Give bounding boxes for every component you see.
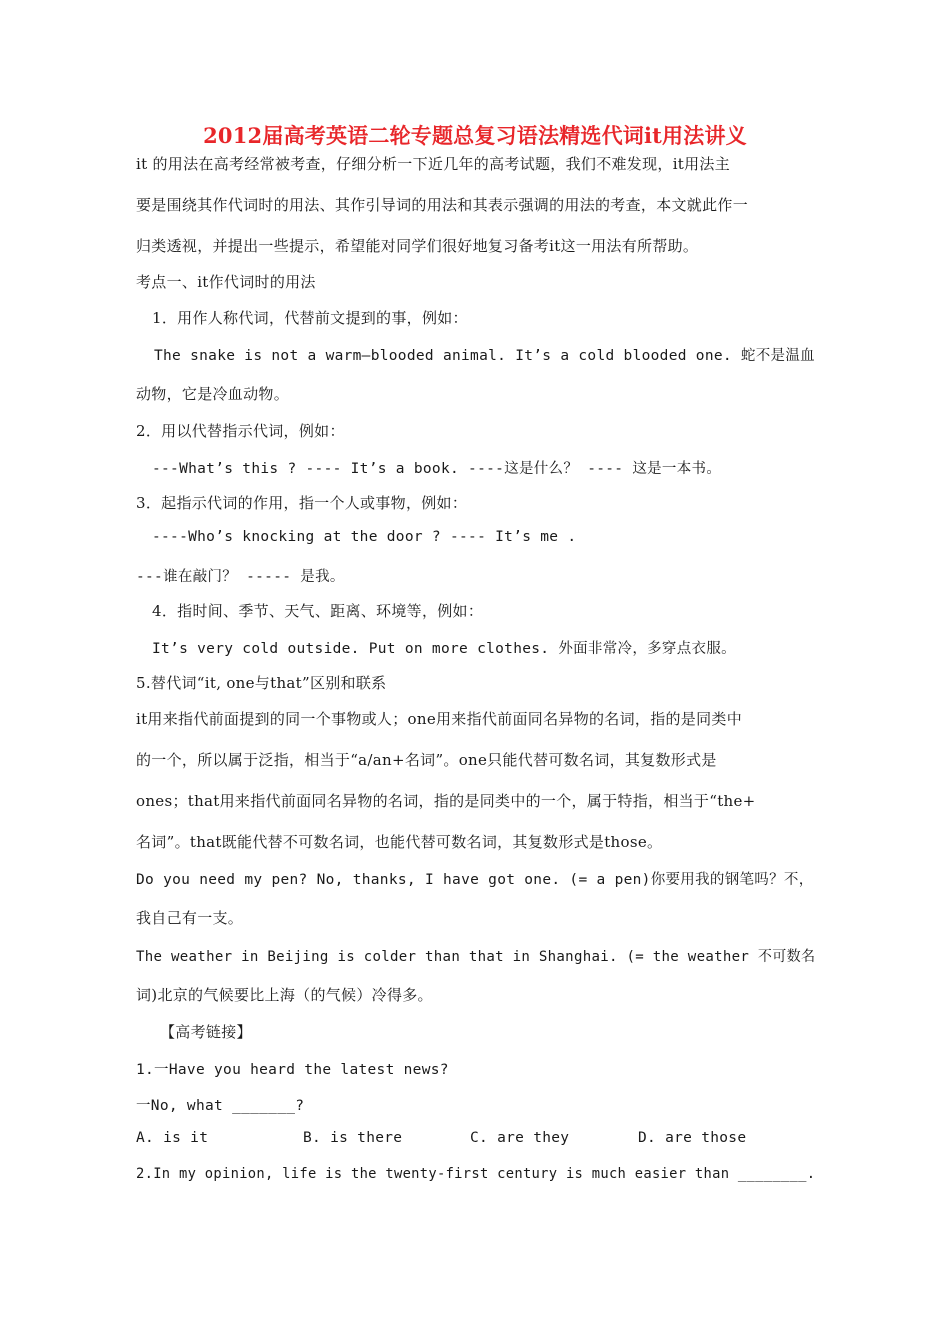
point-3: 3．起指示代词的作用，指一个人或事物，例如： [136,494,468,512]
option-c: C. are they [470,1130,570,1146]
point-4-example: It’s very cold outside. Put on more clothes. 外面非常冷，多穿点衣服。 [152,641,736,657]
point-2: 2．用以代替指示代词，例如： [136,422,345,440]
point-3-example-cont: ---谁在敲门？ ----- 是我。 [136,569,345,585]
point-2-example: ---What’s this ? ---- It’s a book. ----这是什么？ ---- 这是一本书。 [152,461,722,477]
weather-example-cont: 词)北京的气候要比上海（的气候）冷得多。 [136,986,433,1004]
exam-link-heading: 【高考链接】 [160,1023,252,1041]
question-1: 1.一Have you heard the latest news? [136,1062,449,1078]
pen-example-cont: 我自己有一支。 [136,909,244,927]
question-1-answer: 一No, what _______? [136,1098,305,1114]
option-d: D. are those [638,1130,747,1146]
point-5-body-1: it用来指代前面提到的同一个事物或人；one用来指代前面同名异物的名词，指的是同类中 [136,710,742,728]
intro-line-2: 要是围绕其作代词时的用法、其作引导词的用法和其表示强调的用法的考查，本文就此作一 [136,196,749,214]
point-3-example: ----Who’s knocking at the door ? ---- It’s me . [152,529,577,545]
point-5-body-2: 的一个，所以属于泛指，相当于“a/an+名词”。one只能代替可数名词，其复数形式是 [136,751,717,769]
question-2: 2.In my opinion, life is the twenty-first century is much easier than ________. [136,1166,816,1182]
section-heading: 考点一、it作代词时的用法 [136,273,316,291]
option-b: B. is there [303,1130,403,1146]
point-5-body-4: 名词”。that既能代替不可数名词，也能代替可数名词，其复数形式是those。 [136,833,663,851]
page-title: 2012届高考英语二轮专题总复习语法精选代词it用法讲义 [203,123,747,148]
option-a: A. is it [136,1130,209,1146]
point-1-example: The snake is not a warm—blooded animal. It’s a cold blooded one. 蛇不是温血 [154,348,815,364]
point-4: 4．指时间、季节、天气、距离、环境等，例如： [152,602,484,620]
point-5-body-3: ones；that用来指代前面同名异物的名词，指的是同类中的一个，属于特指，相当于“the+ [136,792,756,810]
point-1-example-cont: 动物，它是冷血动物。 [136,385,290,403]
point-1: 1．用作人称代词，代替前文提到的事，例如： [152,309,468,327]
weather-example: The weather in Beijing is colder than that in Shanghai. (= the weather 不可数名 [136,949,816,965]
intro-line-1: it 的用法在高考经常被考查，仔细分析一下近几年的高考试题，我们不难发现，it用法主 [136,155,731,173]
pen-example: Do you need my pen? No, thanks, I have got one. (= a pen)你要用我的钢笔吗？不， [136,872,814,888]
intro-line-3: 归类透视，并提出一些提示，希望能对同学们很好地复习备考it这一用法有所帮助。 [136,237,699,255]
point-5: 5.替代词“it, one与that”区别和联系 [136,674,387,692]
